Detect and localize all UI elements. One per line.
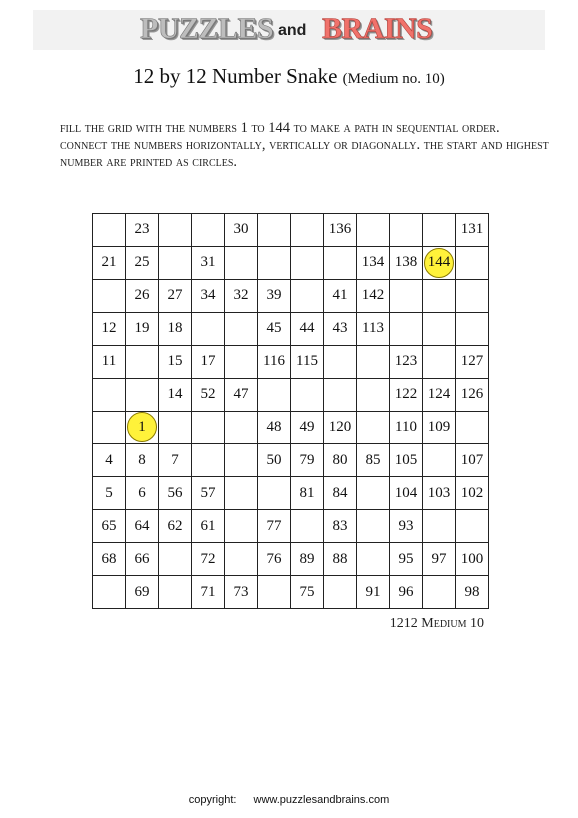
grid-cell[interactable] xyxy=(456,444,489,477)
grid-cell[interactable] xyxy=(456,477,489,510)
site-url[interactable]: www.puzzlesandbrains.com xyxy=(253,794,390,806)
cell-number: 138 xyxy=(394,254,418,271)
cell-number: 6 xyxy=(138,484,146,501)
grid-cell[interactable] xyxy=(456,313,489,346)
grid-cell[interactable] xyxy=(324,280,357,313)
grid-cell[interactable] xyxy=(390,214,423,247)
grid-cell[interactable] xyxy=(258,444,291,477)
grid-cell[interactable] xyxy=(225,214,258,247)
grid-cell[interactable] xyxy=(258,247,291,280)
grid-cell[interactable] xyxy=(93,313,126,346)
grid-cell[interactable] xyxy=(390,313,423,346)
cell-number: 34 xyxy=(200,287,216,304)
grid-cell[interactable] xyxy=(159,543,192,576)
grid-cell[interactable] xyxy=(93,444,126,477)
grid-cell[interactable] xyxy=(192,379,225,412)
grid-cell[interactable] xyxy=(159,214,192,247)
grid-cell[interactable] xyxy=(258,543,291,576)
grid-cell[interactable] xyxy=(324,379,357,412)
grid-cell[interactable] xyxy=(456,412,489,445)
grid-cell[interactable] xyxy=(291,510,324,543)
grid-cell[interactable] xyxy=(93,346,126,379)
cell-number: 102 xyxy=(460,484,484,501)
grid-cell[interactable] xyxy=(291,379,324,412)
grid-cell[interactable] xyxy=(390,280,423,313)
cell-number: 62 xyxy=(167,517,183,534)
grid-cell[interactable] xyxy=(456,214,489,247)
grid-cell[interactable] xyxy=(258,313,291,346)
cell-number: 122 xyxy=(394,386,418,403)
grid-cell[interactable] xyxy=(324,412,357,445)
grid-cell[interactable] xyxy=(357,543,390,576)
cell-number: 73 xyxy=(233,583,249,600)
grid-cell[interactable] xyxy=(423,280,456,313)
grid-cell[interactable] xyxy=(423,576,456,609)
cell-number: 100 xyxy=(460,550,484,567)
cell-number: 5 xyxy=(105,484,113,501)
grid-cell[interactable] xyxy=(258,346,291,379)
grid-cell[interactable] xyxy=(159,412,192,445)
grid-cell[interactable] xyxy=(456,280,489,313)
grid-cell[interactable] xyxy=(126,543,159,576)
grid-cell[interactable] xyxy=(324,576,357,609)
circled-number: 1 xyxy=(127,412,157,442)
grid-cell[interactable] xyxy=(357,412,390,445)
grid-cell[interactable] xyxy=(390,247,423,280)
puzzle-grid xyxy=(92,213,489,609)
grid-cell[interactable] xyxy=(456,543,489,576)
grid-cell[interactable] xyxy=(291,247,324,280)
grid-cell[interactable] xyxy=(192,247,225,280)
grid-cell[interactable] xyxy=(225,576,258,609)
grid-cell[interactable] xyxy=(423,543,456,576)
grid-cell[interactable] xyxy=(126,510,159,543)
grid-cell[interactable] xyxy=(192,477,225,510)
grid-cell[interactable] xyxy=(93,477,126,510)
grid-cell[interactable] xyxy=(423,379,456,412)
cell-number: 32 xyxy=(233,287,249,304)
grid-cell[interactable] xyxy=(159,379,192,412)
copyright-label: copyright: xyxy=(188,794,237,806)
grid-cell[interactable] xyxy=(225,313,258,346)
grid-cell[interactable] xyxy=(291,346,324,379)
cell-number: 65 xyxy=(101,517,117,534)
cell-number: 96 xyxy=(398,583,414,600)
grid-cell[interactable] xyxy=(291,543,324,576)
cell-number: 89 xyxy=(299,550,315,567)
grid-cell[interactable] xyxy=(126,379,159,412)
cell-number: 127 xyxy=(460,353,484,370)
footer-copyright xyxy=(0,794,578,806)
logo-puzzles: PUZZLES xyxy=(140,12,274,45)
cell-number: 45 xyxy=(266,320,282,337)
grid-cell[interactable] xyxy=(192,313,225,346)
cell-number: 110 xyxy=(395,418,417,435)
cell-number: 27 xyxy=(167,287,183,304)
cell-number: 97 xyxy=(431,550,447,567)
circled-number: 144 xyxy=(424,248,454,278)
grid-cell[interactable] xyxy=(291,576,324,609)
cell-number: 124 xyxy=(427,386,451,403)
cell-number: 49 xyxy=(299,418,315,435)
cell-number: 41 xyxy=(332,287,348,304)
grid-cell[interactable] xyxy=(192,510,225,543)
grid-cell[interactable] xyxy=(456,247,489,280)
grid-cell[interactable] xyxy=(225,477,258,510)
grid-cell[interactable] xyxy=(357,214,390,247)
grid-cell[interactable] xyxy=(258,379,291,412)
grid-cell[interactable] xyxy=(390,543,423,576)
grid-cell[interactable] xyxy=(225,444,258,477)
cell-number: 83 xyxy=(332,517,348,534)
cell-number: 56 xyxy=(167,484,183,501)
grid-cell[interactable] xyxy=(357,444,390,477)
grid-cell[interactable] xyxy=(192,543,225,576)
grid-cell[interactable] xyxy=(93,412,126,445)
grid-cell[interactable] xyxy=(423,510,456,543)
grid-cell[interactable] xyxy=(291,214,324,247)
page-title xyxy=(0,64,578,89)
grid-cell[interactable] xyxy=(126,247,159,280)
logo-and: and xyxy=(278,22,307,39)
cell-number: 131 xyxy=(460,221,484,238)
cell-number: 47 xyxy=(233,386,249,403)
instructions: fill the grid with the numbers 1 to 144 to make a path in sequential order. connect the numbers horizontally, vertically or diagonally. the start and highest number are printed as circles. xyxy=(60,120,549,170)
grid-cell[interactable] xyxy=(225,379,258,412)
grid-cell[interactable] xyxy=(357,477,390,510)
cell-number: 26 xyxy=(134,287,150,304)
cell-number: 48 xyxy=(266,418,282,435)
cell-number: 21 xyxy=(101,254,117,271)
grid-cell[interactable] xyxy=(291,444,324,477)
grid-cell[interactable] xyxy=(357,313,390,346)
grid-cell[interactable] xyxy=(93,576,126,609)
grid-cell[interactable] xyxy=(126,477,159,510)
cell-number: 81 xyxy=(299,484,315,501)
grid-cell[interactable] xyxy=(324,444,357,477)
grid-cell[interactable] xyxy=(324,346,357,379)
grid-cell[interactable] xyxy=(357,379,390,412)
cell-number: 72 xyxy=(200,550,216,567)
grid-cell[interactable] xyxy=(192,444,225,477)
grid-cell[interactable] xyxy=(357,247,390,280)
grid-cell[interactable] xyxy=(159,247,192,280)
cell-number: 123 xyxy=(394,353,418,370)
grid-cell[interactable] xyxy=(291,477,324,510)
cell-number: 69 xyxy=(134,583,150,600)
cell-number: 79 xyxy=(299,451,315,468)
grid-cell[interactable] xyxy=(126,214,159,247)
grid-cell[interactable] xyxy=(291,313,324,346)
cell-number: 113 xyxy=(362,320,384,337)
cell-number: 115 xyxy=(296,353,318,370)
grid-cell[interactable] xyxy=(390,477,423,510)
grid-cell[interactable] xyxy=(324,214,357,247)
grid-cell[interactable] xyxy=(225,280,258,313)
cell-number: 91 xyxy=(365,583,381,600)
cell-number: 103 xyxy=(427,484,451,501)
logo-brains: BRAINS xyxy=(322,12,433,45)
grid-cell[interactable] xyxy=(126,444,159,477)
grid-cell[interactable] xyxy=(357,280,390,313)
cell-number: 50 xyxy=(266,451,282,468)
grid-cell[interactable] xyxy=(423,346,456,379)
cell-number: 12 xyxy=(101,320,117,337)
grid-cell[interactable] xyxy=(192,346,225,379)
grid-cell[interactable] xyxy=(423,247,456,280)
grid-cell[interactable] xyxy=(159,346,192,379)
cell-number: 44 xyxy=(299,320,315,337)
grid-cell[interactable] xyxy=(456,346,489,379)
grid-cell[interactable] xyxy=(324,510,357,543)
grid-cell[interactable] xyxy=(159,444,192,477)
grid-cell[interactable] xyxy=(258,576,291,609)
cell-number: 18 xyxy=(167,320,183,337)
cell-number: 23 xyxy=(134,221,150,238)
cell-number: 8 xyxy=(138,451,146,468)
cell-number: 39 xyxy=(266,287,282,304)
grid-cell[interactable] xyxy=(324,543,357,576)
cell-number: 11 xyxy=(101,353,117,370)
title-main: 12 by 12 Number Snake xyxy=(133,64,338,88)
cell-number: 25 xyxy=(134,254,150,271)
cell-number: 15 xyxy=(167,353,183,370)
grid-cell[interactable] xyxy=(225,412,258,445)
cell-number: 134 xyxy=(361,254,385,271)
grid-cell[interactable] xyxy=(258,280,291,313)
cell-number: 104 xyxy=(394,484,418,501)
grid-cell[interactable] xyxy=(291,280,324,313)
cell-number: 31 xyxy=(200,254,216,271)
cell-number: 30 xyxy=(233,221,249,238)
cell-number: 80 xyxy=(332,451,348,468)
grid-cell[interactable] xyxy=(225,510,258,543)
grid-cell[interactable] xyxy=(159,510,192,543)
grid-cell[interactable] xyxy=(258,477,291,510)
cell-number: 77 xyxy=(266,517,282,534)
grid-cell[interactable] xyxy=(258,510,291,543)
grid-cell[interactable] xyxy=(225,346,258,379)
cell-number: 68 xyxy=(101,550,117,567)
cell-number: 116 xyxy=(263,353,285,370)
grid-cell[interactable] xyxy=(357,576,390,609)
grid-cell[interactable] xyxy=(423,444,456,477)
cell-number: 136 xyxy=(328,221,352,238)
grid-cell[interactable] xyxy=(192,412,225,445)
cell-number: 43 xyxy=(332,320,348,337)
grid-cell[interactable] xyxy=(324,477,357,510)
cell-number: 76 xyxy=(266,550,282,567)
grid-cell[interactable] xyxy=(126,280,159,313)
grid-cell[interactable] xyxy=(93,543,126,576)
cell-number: 71 xyxy=(200,583,216,600)
grid-cell[interactable] xyxy=(291,412,324,445)
grid-cell[interactable] xyxy=(390,346,423,379)
grid-cell[interactable] xyxy=(456,379,489,412)
grid-cell[interactable] xyxy=(192,214,225,247)
grid-cell[interactable] xyxy=(225,247,258,280)
cell-number: 142 xyxy=(361,287,385,304)
cell-number: 14 xyxy=(167,386,183,403)
cell-number: 19 xyxy=(134,320,150,337)
grid-cell[interactable] xyxy=(126,313,159,346)
grid-cell[interactable] xyxy=(390,444,423,477)
grid-cell[interactable] xyxy=(390,576,423,609)
cell-number: 66 xyxy=(134,550,150,567)
cell-number: 109 xyxy=(427,418,451,435)
grid-cell[interactable] xyxy=(357,510,390,543)
cell-number: 7 xyxy=(171,451,179,468)
grid-cell[interactable] xyxy=(93,510,126,543)
cell-number: 84 xyxy=(332,484,348,501)
grid-cell[interactable] xyxy=(456,576,489,609)
cell-number: 85 xyxy=(365,451,381,468)
cell-number: 93 xyxy=(398,517,414,534)
grid-cell[interactable] xyxy=(390,510,423,543)
cell-number: 98 xyxy=(464,583,480,600)
grid-cell[interactable] xyxy=(258,214,291,247)
grid-cell[interactable] xyxy=(225,543,258,576)
grid-cell[interactable] xyxy=(126,346,159,379)
grid-cell[interactable] xyxy=(159,576,192,609)
grid-cell[interactable] xyxy=(423,214,456,247)
grid-cell[interactable] xyxy=(324,247,357,280)
cell-number: 17 xyxy=(200,353,216,370)
cell-number: 75 xyxy=(299,583,315,600)
grid-cell[interactable] xyxy=(93,214,126,247)
cell-number: 88 xyxy=(332,550,348,567)
grid-cell[interactable] xyxy=(192,280,225,313)
grid-cell[interactable] xyxy=(159,280,192,313)
grid-cell[interactable] xyxy=(423,412,456,445)
grid-cell[interactable] xyxy=(357,346,390,379)
cell-number: 61 xyxy=(200,517,216,534)
grid-cell[interactable] xyxy=(126,576,159,609)
puzzle-code: 1212 Medium 10 xyxy=(389,616,484,631)
grid-cell[interactable] xyxy=(423,313,456,346)
grid-cell[interactable] xyxy=(423,477,456,510)
grid-cell[interactable] xyxy=(258,412,291,445)
grid-cell[interactable] xyxy=(93,379,126,412)
cell-number: 107 xyxy=(460,451,484,468)
cell-number: 57 xyxy=(200,484,216,501)
grid-cell[interactable] xyxy=(324,313,357,346)
grid-cell[interactable] xyxy=(192,576,225,609)
cell-number: 64 xyxy=(134,517,150,534)
cell-number: 4 xyxy=(105,451,113,468)
cell-number: 120 xyxy=(328,418,352,435)
grid-cell[interactable] xyxy=(390,412,423,445)
grid-cell[interactable] xyxy=(159,477,192,510)
grid-cell[interactable] xyxy=(93,280,126,313)
cell-number: 95 xyxy=(398,550,414,567)
grid-cell[interactable] xyxy=(93,247,126,280)
title-sub: (Medium no. 10) xyxy=(342,71,445,87)
cell-number: 105 xyxy=(394,451,418,468)
grid-cell[interactable] xyxy=(390,379,423,412)
cell-number: 52 xyxy=(200,386,216,403)
grid-cell[interactable] xyxy=(159,313,192,346)
grid-cell[interactable] xyxy=(456,510,489,543)
grid-cell[interactable] xyxy=(126,412,159,445)
cell-number: 126 xyxy=(460,386,484,403)
